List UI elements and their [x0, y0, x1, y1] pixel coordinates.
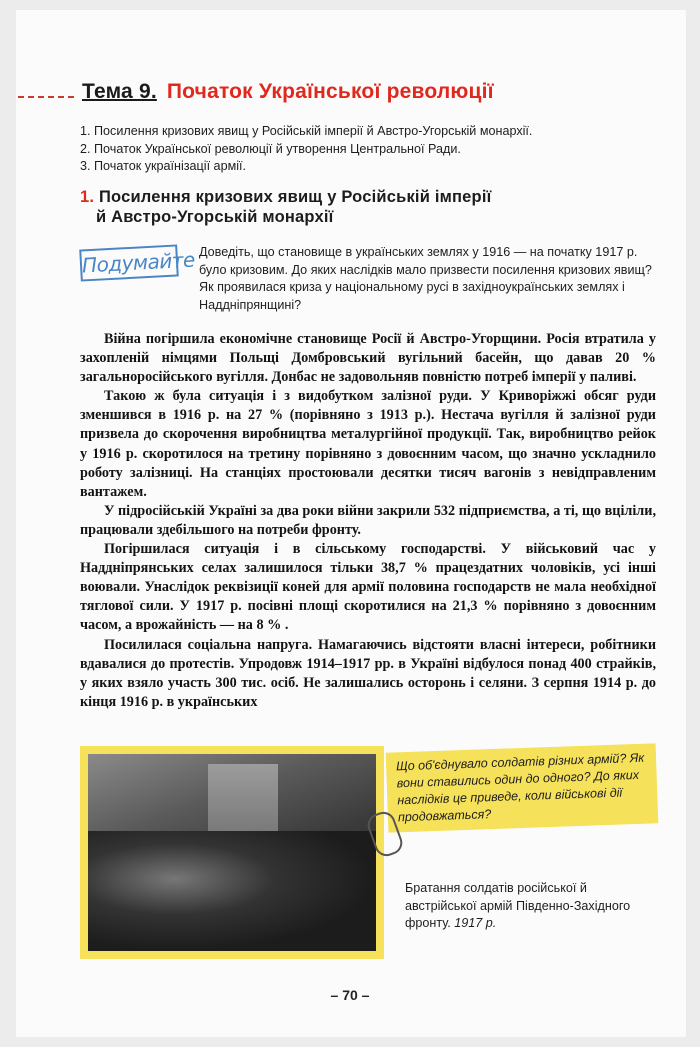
photo-question-note: Що об'єднувало солдатів різних армій? Як вони ставились один до одного? До яких наслідків це приведе, коли військові дії продовжаться? [386, 743, 659, 832]
photo-caption [405, 880, 650, 933]
plan-item: 1. Посилення кризових явищ у Російській імперії й Австро-Угорській монархії. [80, 124, 533, 138]
topic-number: Тема 9. [82, 80, 157, 103]
think-badge: Подумайте [79, 244, 179, 281]
main-text [80, 330, 656, 712]
section-heading [80, 187, 491, 227]
page-number: – 70 – [330, 987, 370, 1003]
caption-text: Братання солдатів російської й австрійської армій Південно-Західного фронту. [405, 881, 631, 931]
section-title-line2: й Австро-Угорській монархії [96, 208, 334, 226]
think-question: Доведіть, що становище в українських землях у 1916 — на початку 1917 р. було кризовим. До яких наслідків мало призвести посилення кризових явищ? Як проявилася криза у національному русі в західноукраїнських землях і Наддніпрянщині? [199, 245, 652, 313]
paragraph: Такою ж була ситуація і з видобутком залізної руди. У Криворіжжі обсяг руди зменшився в 1916 р. на 27 % (порівняно з 1913 р.). Нестача вугілля й залізної руди призвела до скорочення виробництва металургійної продукції. Так, виробництво рейок у 1916 р. скоротилося на третину порівняно з довоєнним часом, що значно ускладнило роботу залізниці. На станціях простоювали десятки тисяч вагонів з невідправленим вантажем. [80, 388, 656, 500]
caption-date: 1917 р. [454, 916, 497, 931]
topic-heading [82, 80, 494, 104]
plan-item: 2. Початок Української революції й утворення Центральної Ради. [80, 141, 461, 156]
paragraph: Війна погіршила економічне становище Росії й Австро-Угорщини. Росія втратила у захопленій німцями Польщі Домбровський вугільний басейн, що давав 20 % загальноросійського вугілля. Донбас не задовольняв повністю потреб імперії у паливі. [80, 331, 656, 386]
paragraph: Погіршилася ситуація і в сільському господарстві. У військовий час у Наддніпрянських селах залишилося тільки 38,7 % працездатних чоловіків, усі інші воювали. Унаслідок реквізиції коней для армії половина господарств не мала необхідної тяглової сили. У 1917 р. посівні площі скоротилися на 21,3 % порівняно з довоєнним часом, а врожайність — на 8 % . [80, 541, 656, 634]
paragraph-text: . Намагаючись відстояти власні інтереси, робітники вдавалися до протестів. Упродовж 1914–1917 рр. в Україні відбулося понад 400 страйків, у яких взяло участь 300 тис. осіб. Не залишались осторонь і селяни. З серпня 1914 р. до кінця 1916 р. в українських [80, 636, 656, 710]
paragraph: У підросійській Україні за два роки війни закрили 532 підприємства, а ті, що вціліли, працювали здебільшого на потреби фронту. [80, 502, 656, 538]
topic-title: Початок Української революції [166, 80, 494, 103]
historical-photo [88, 754, 376, 951]
photo-frame [80, 746, 384, 959]
section-number: 1. [80, 188, 95, 206]
key-term: соціальна напруга [187, 636, 309, 653]
photo-soldiers [88, 831, 376, 951]
topic-decor-line [18, 96, 74, 98]
paragraph-text: Посилилася [104, 636, 188, 653]
lesson-plan [80, 123, 532, 176]
plan-item: 3. Початок українізації армії. [80, 159, 247, 173]
section-title-line1: Посилення кризових явищ у Російській імперії [98, 188, 492, 206]
paragraph [80, 636, 656, 712]
